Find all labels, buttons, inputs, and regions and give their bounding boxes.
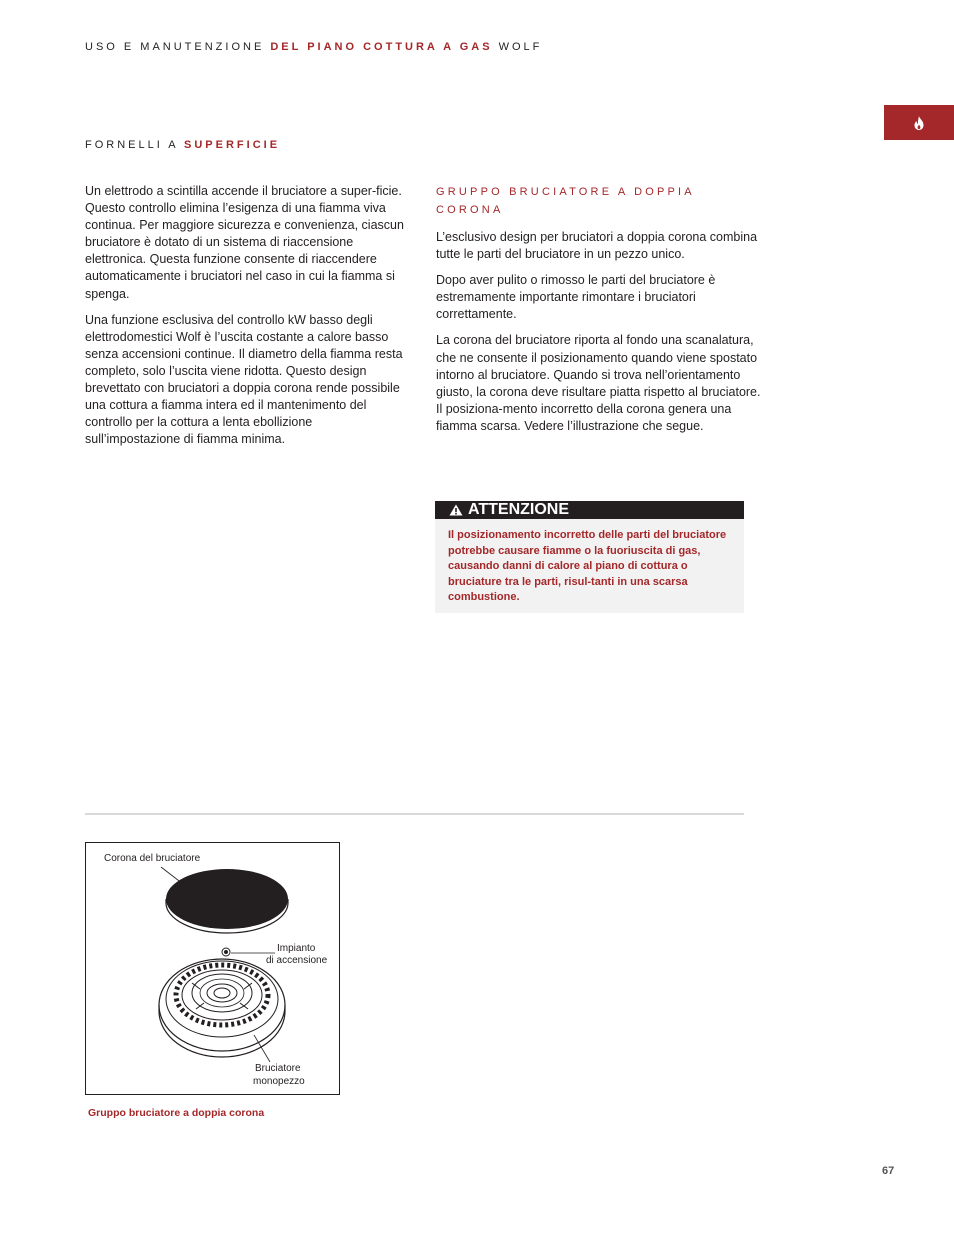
right-paragraph-1: L’esclusivo design per bruciatori a doppia corona combina tutte le parti del bruciatore in un pezzo unico.: [436, 230, 758, 262]
left-paragraph-1: Un elettrodo a scintilla accende il bruciatore a super-ficie. Questo controllo elimina l’esigenza di una fiamma viva continua. Per maggiore sicurezza e convenienza, ciascun bruciatore è dotato di un sistema di riaccensione elettronica. Questa funzione consente di riaccendere automaticamente i bruciatori nel caso in cui la fiamma si spenga.: [85, 184, 404, 301]
figure-caption: Gruppo bruciatore a doppia corona: [88, 1107, 265, 1119]
section-highlight: SUPERFICIE: [184, 139, 281, 151]
warning-triangle-icon: [449, 504, 463, 516]
section-heading: [85, 139, 280, 151]
right-paragraph-2: Dopo aver pulito o rimosso le parti del bruciatore è estremamente importante rimontare i bruciatori correttamente.: [436, 273, 716, 322]
label-ignition-line-2: di accensione: [266, 955, 328, 966]
divider: [85, 813, 744, 815]
burner-crown-graphic: [166, 869, 288, 933]
right-subheading-line-1: GRUPPO BRUCIATORE A DOPPIA: [436, 186, 695, 198]
burner-figure: [85, 842, 340, 1095]
running-header: [85, 41, 542, 53]
warning-body: [435, 519, 744, 613]
right-column: [436, 229, 761, 444]
label-burner-line-1: Bruciatore: [255, 1063, 301, 1074]
warning-title: ATTENZIONE: [468, 501, 570, 518]
warning-text: Il posizionamento incorretto delle parti del bruciatore potrebbe causare fiamme o la fuoriuscita di gas, causando danni di calore al piano di cottura o bruciature tra le parti, risul-tanti in una scarsa combustione.: [448, 529, 727, 603]
section-prefix: FORNELLI A: [85, 139, 185, 151]
right-subheading: [436, 183, 695, 219]
right-subheading-line-2: CORONA: [436, 204, 504, 216]
left-column: [85, 183, 410, 457]
header-prefix: USO E MANUTENZIONE: [85, 41, 271, 53]
header-suffix: WOLF: [492, 41, 543, 53]
label-burner-crown: Corona del bruciatore: [104, 853, 201, 864]
burner-illustration: [86, 843, 339, 1094]
label-burner-line-2: monopezzo: [253, 1076, 305, 1087]
header-highlight: DEL PIANO COTTURA A GAS: [270, 41, 493, 53]
burner-base-graphic: [159, 948, 285, 1057]
label-ignition-line-1: Impianto: [277, 943, 316, 954]
left-paragraph-2: Una funzione esclusiva del controllo kW basso degli elettrodomestici Wolf è l’uscita costante a calore basso senza accensioni continue. Il diametro della fiamma resta completo, solo l’uscita viene ridotta. Questo design brevettato con bruciatori a doppia corona rende possibile una cottura a fiamma intera ed il mantenimento del controllo per la cottura a lenta ebollizione sull’impostazione di fiamma minima.: [85, 312, 403, 447]
flame-icon: [913, 116, 925, 130]
page-number: 67: [882, 1165, 895, 1177]
warning-header: [435, 501, 744, 519]
section-tab: [884, 105, 954, 140]
right-paragraph-3: La corona del bruciatore riporta al fondo una scanalatura, che ne consente il posizionamento quando viene spostato intorno al bruciatore. Quando si trova nell’orientamento giusto, la corona deve risultare piatta rispetto al bruciatore. Il posiziona-mento incorretto della corona genera una fiamma scarsa. Vedere l’illustrazione che segue.: [436, 333, 761, 433]
